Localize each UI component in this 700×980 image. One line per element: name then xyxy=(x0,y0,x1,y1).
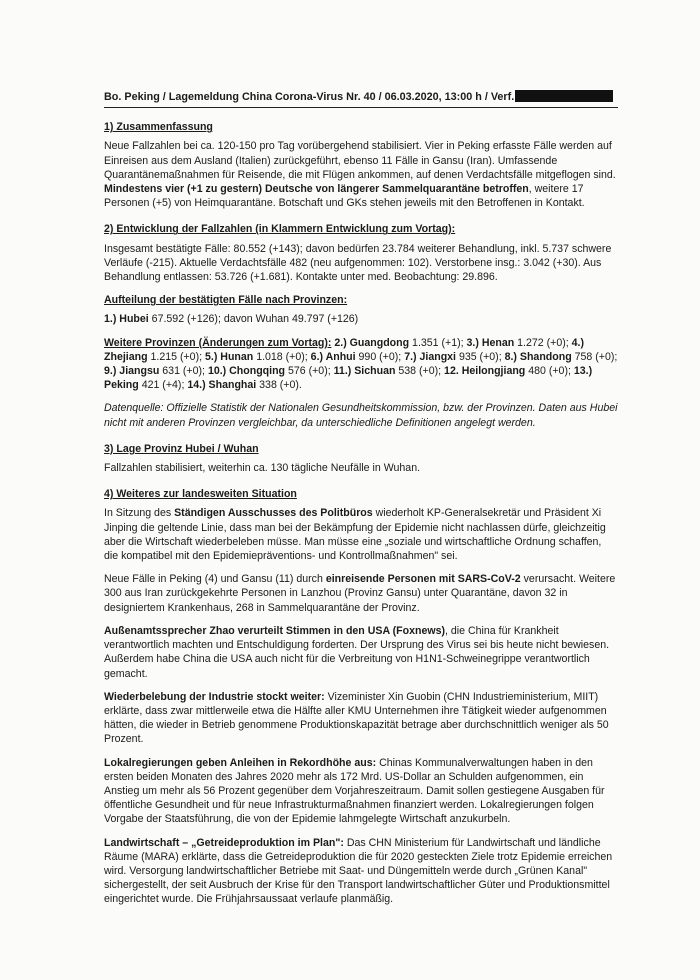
case-numbers-paragraph: Insgesamt bestätigte Fälle: 80.552 (+143); davon bedürfen 23.784 weiterer Behandlung, inkl. 5.737 schwere Verläufe (-215). Aktuelle Verdachtsfälle 482 (neu aufgenommen: 102). Verstorbene insg.: 3.042 (+30). Aus Behandlung entlassen: 53.726 (+1.681). Kontakte unter med. Beobachtung: 29.896. xyxy=(104,242,612,284)
province-name: 2.) Guangdong xyxy=(334,336,410,349)
hubei-line: 1.) Hubei 67.592 (+126); davon Wuhan 49.797 (+126) xyxy=(104,313,359,326)
province-name: 10.) Chongqing xyxy=(207,365,286,378)
province-name: 14.) Shanghai xyxy=(187,379,257,392)
province-value: 538 (+0); xyxy=(395,365,445,378)
hubei-paragraph: Fallzahlen stabilisiert, weiterhin ca. 130 tägliche Neufälle in Wuhan. xyxy=(104,462,421,475)
province-name: 13.) Peking xyxy=(104,365,593,392)
province-value: 421 (+4); xyxy=(138,379,188,392)
foreign-ministry-paragraph: Außenamtssprecher Zhao verurteilt Stimmen in den USA (Foxnews), die China für Krankheit verantwortlich machten und Entschuldigung forderten. Der Ursprung des Virus sei bis heute nicht bewiesen. Außerdem habe China die USA auch nicht für die Verbreitung von H1N1-Schweinegrippe verantwortlich gemacht. xyxy=(104,624,610,680)
section-heading-hubei: 3) Lage Provinz Hubei / Wuhan xyxy=(104,442,259,455)
province-value: 1.215 (+0); xyxy=(147,350,205,363)
provinces-paragraph: Weitere Provinzen (Änderungen zum Vortag): 2.) Guangdong 1.351 (+1); 3.) Henan 1.272 (+0); 4.) Zhejiang 1.215 (+0); 5.) Hunan 1.018 (+0); 6.) Anhui 990 (+0); 7.) Jiangxi 935 (+0); 8.) Shandong 758 (+0); 9.) Jiangsu 631 (+0); 10.) Chongqing 576 (+0); 11.) Sichuan 538 (+0); 12. Heilongjiang 480 (+0); 13.) Peking 421 (+4); 14.) Shanghai 338 (+0). xyxy=(104,336,618,392)
document-header xyxy=(104,90,618,108)
province-value: 338 (+0). xyxy=(256,379,302,392)
province-name: 9.) Jiangsu xyxy=(104,365,160,378)
redaction-bar xyxy=(515,90,613,102)
province-value: 1.351 (+1); xyxy=(409,336,467,349)
data-source-note: Datenquelle: Offizielle Statistik der Nationalen Gesundheitskommission, bzw. der Provinzen. Daten aus Hubei nicht mit anderen Provinzen vergleichbar, da unterschiedliche Definitionen angelegt werden. xyxy=(104,402,618,429)
province-name: 7.) Jiangxi xyxy=(404,350,456,363)
province-name: 12. Heilongjiang xyxy=(444,365,526,378)
province-value: 758 (+0); xyxy=(571,350,618,363)
provinces-subheading: Aufteilung der bestätigten Fälle nach Provinzen: xyxy=(104,294,348,307)
province-value: 990 (+0); xyxy=(355,350,405,363)
province-value: 631 (+0); xyxy=(159,365,208,378)
province-name: 6.) Anhui xyxy=(310,350,356,363)
province-name: 4.) Zhejiang xyxy=(104,336,585,363)
province-value: 1.018 (+0); xyxy=(253,350,311,363)
summary-paragraph: Neue Fallzahlen bei ca. 120-150 pro Tag vorübergehend stabilisiert. Vier in Peking erfasste Fälle werden auf Einreisen aus dem Ausland (Italien) zurückgeführt, ebenso 11 Fälle in Gansu (Iran). Umfassende Quarantänemaßnahmen für Reisende, die mit Flügen ankommen, auf denen Verdachtsfälle mitgeflogen sind. Mindestens vier (+1 zu gestern) Deutsche von längerer Sammelquarantäne betroffen, weitere 17 Personen (+5) von Heimquarantäne. Botschaft und GKs stehen jeweils mit den Betroffenen in Kontakt. xyxy=(104,140,616,210)
agriculture-paragraph: Landwirtschaft – „Getreideproduktion im Plan": Das CHN Ministerium für Landwirtschaft und ländliche Räume (MARA) erklärte, dass die Getreideproduktion die für 2020 gesteckten Ziele trotz Epidemie erreichen wird. Versorgung landwirtschaftlicher Betriebe mit Saat- und Düngemitteln werde durch „Grünen Kanal" sichergestellt, der seit Ausbruch der Krise für den Transport landwirtschaftlicher Güter und Produktionsmittel eingerichtet wurde. Die Frühjahrsaussaat verlaufe planmäßig. xyxy=(104,836,613,906)
section-heading-summary: 1) Zusammenfassung xyxy=(104,121,213,134)
section-heading-national: 4) Weiteres zur landesweiten Situation xyxy=(104,488,297,501)
province-value: 480 (+0); xyxy=(525,365,574,378)
province-name: 8.) Shandong xyxy=(504,350,572,363)
province-value: 935 (+0); xyxy=(456,350,505,363)
province-name: 3.) Henan xyxy=(466,336,515,349)
politburo-paragraph: In Sitzung des Ständigen Ausschusses des Politbüros wiederholt KP-Generalsekretär und Präsident Xi Jinping die geltende Linie, dass man bei der Bekämpfung der Epidemie nicht nachlassen dürfe, gleichzeitig aber die Wirtschaft wiederbeleben müsse. Man müsse eine „soziale und wirtschaftliche Ordnung schaffen, die kompatibel mit den Epidemiepräventions- und Kontrollmaßnahmen" sei. xyxy=(104,507,606,563)
local-bonds-paragraph: Lokalregierungen geben Anleihen in Rekordhöhe aus: Chinas Kommunalverwaltungen haben in den ersten beiden Monaten des Jahres 2020 mehr als 172 Mrd. US-Dollar an Schulden aufgenommen, ein Anstieg um mehr als 56 Prozent gegenüber dem Vorjahreszeitraum. Damit sollen gestiegene Ausgaben für öffentliche Gesundheit und für neue Infrastrukturmaßnahmen finanziert werden. Lokalregierungen folgen Vorgabe der Staatsführung, die von der Epidemie lahmgelegte Wirtschaft anzukurbeln. xyxy=(104,756,605,826)
province-name: 5.) Hunan xyxy=(204,350,254,363)
industry-paragraph: Wiederbelebung der Industrie stockt weiter: Vizeminister Xin Guobin (CHN Industrieministerium, MIIT) erklärte, dass zwar mittlerweile etwa die Hälfte aller KMU Unternehmen ihre Tätigkeit wieder aufgenommen hätten, die wieder in Betrieb genommene Produktionskapazität betrage aber durchschnittlich weniger als 50 Prozent. xyxy=(104,690,609,746)
imported-cases-paragraph: Neue Fälle in Peking (4) und Gansu (11) durch einreisende Personen mit SARS-CoV-2 verursacht. Weitere 300 aus Iran zurückgekehrte Personen in Lanzhou (Provinz Gansu) unter Quarantäne, davon 32 in designiertem Krankenhaus, 268 in Sammelquarantäne der Provinz. xyxy=(104,573,616,614)
province-value: 576 (+0); xyxy=(285,365,334,378)
province-value: 1.272 (+0); xyxy=(514,336,572,349)
header-title: Bo. Peking / Lagemeldung China Corona-Virus Nr. 40 / 06.03.2020, 13:00 h / Verf. xyxy=(104,91,515,103)
province-name: 11.) Sichuan xyxy=(333,365,396,378)
section-heading-case-numbers: 2) Entwicklung der Fallzahlen (in Klammern Entwicklung zum Vortag): xyxy=(104,223,456,236)
